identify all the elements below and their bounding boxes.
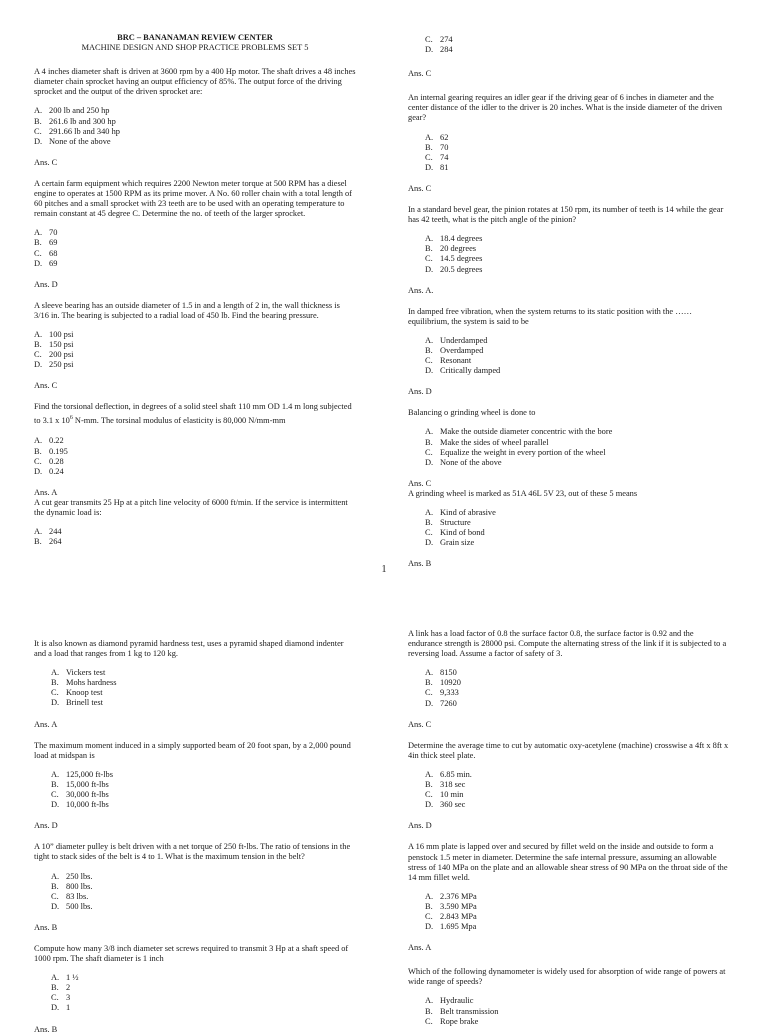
choice: A. 8150 xyxy=(425,668,457,678)
choice: D. 1 xyxy=(51,1003,71,1013)
choice: B. Structure xyxy=(425,518,471,528)
question-text: A sleeve bearing has an outside diameter of 1.5 in and a length of 2 in, the wall thickness is 3/16 in. The bearing is subjected to a radial load of 450 lb. Find the bearing pressure. xyxy=(34,300,340,320)
answer-text: Ans. B xyxy=(34,1024,58,1034)
question-text: Find the torsional deflection, in degrees of a solid steel shaft 110 mm OD 1.4 m long subjected to 3.1 x $10^6$ N-mm. The torsinal modulus of elasticity is 80,000 N/mm-mm xyxy=(34,402,352,425)
choice: A. 2.376 MPa xyxy=(425,891,477,901)
choice-list xyxy=(425,234,730,274)
choice: A. 125,000 ft-lbs xyxy=(51,769,113,779)
choice: A. 1 ½ xyxy=(51,973,79,983)
answer-text: Ans. A xyxy=(408,943,432,953)
answer-text: Ans. C xyxy=(408,69,432,79)
page-number: 1 xyxy=(381,564,387,575)
question-text: A 16 mm plate is lapped over and secured by fillet weld on the inside and outside to form a penstock 1.5 meter in diameter. Determine the safe internal pressure, assuming an allowable stress of 140 MPa on the plate and an allowable shear stress of 90 MPa on the throat side of the 14 mm fillet weld. xyxy=(408,842,728,882)
question-text: Compute how many 3/8 inch diameter set screws required to transmit 3 Hp at a shaft speed of 1000 rpm. The shaft diameter is 1 inch xyxy=(34,943,349,964)
question-text: Which of the following dynamometer is widely used for absorption of wide range of powers at wide range of speeds? xyxy=(408,967,726,987)
question-text: The maximum moment induced in a simply supported beam of 20 foot span, by a 2,000 pound load at midspan is xyxy=(34,740,351,760)
answer-text: Ans. B xyxy=(408,559,432,569)
question-text: A grinding wheel is marked as 51A 46L 5V 23, out of these 5 means xyxy=(408,488,638,498)
choice: B. 2 xyxy=(51,983,71,993)
answer-text: Ans. C xyxy=(408,183,432,193)
choice-list xyxy=(34,330,356,370)
answer-text: Ans. D xyxy=(34,821,58,831)
question-text: Determine the average time to cut by automatic oxy-acetylene (machine) crosswise a 4ft x 8ft x 4in thick steel plate. xyxy=(408,740,729,760)
choice: A. 0.22 xyxy=(34,436,64,446)
choice-list xyxy=(425,892,730,932)
question-text: Balancing o grinding wheel is done to xyxy=(408,408,536,418)
choice: A. Kind of abrasive xyxy=(425,508,496,517)
question-text: A 10” diameter pulley is belt driven with a net torque of 250 ft-lbs. The ratio of tensions in the tight to stack sides of the belt is 4 to 1. What is the maximum tension in the belt? xyxy=(34,842,351,862)
choice: B. 70 xyxy=(425,142,449,152)
choice: D. 20.5 degrees xyxy=(425,264,483,274)
choice: B. Make the sides of wheel parallel xyxy=(425,437,549,447)
answer-text: Ans. C xyxy=(408,719,432,729)
choice: C. Rope brake xyxy=(425,1016,479,1026)
answer-text: Ans. A xyxy=(34,719,58,729)
choice: C. 74 xyxy=(425,152,449,162)
choice: B. Belt transmission xyxy=(425,1006,499,1016)
question-text: A 4 inches diameter shaft is driven at 3600 rpm by a 400 Hp motor. The shaft drives a 48 inches diameter chain sprocket having an output efficiency of 85%. The output force of the driving sprocket and the output of the driven sprocket are: xyxy=(34,67,356,97)
choice-list xyxy=(51,770,356,810)
choice: A. Hydraulic xyxy=(425,996,474,1006)
choice: B. 261.6 lb and 300 hp xyxy=(34,116,116,126)
choice-list xyxy=(425,427,730,467)
choice: D. 10,000 ft-lbs xyxy=(51,800,109,810)
answer-text: Ans. D xyxy=(408,387,432,397)
choice-list xyxy=(425,336,730,376)
choice: D. 7260 xyxy=(425,698,457,708)
page-2 xyxy=(0,626,768,1034)
choice: B. 800 lbs. xyxy=(51,881,93,891)
choice-list xyxy=(34,527,356,547)
choice-list xyxy=(51,973,356,1013)
choice: C. 14.5 degrees xyxy=(425,254,483,264)
choice-list xyxy=(425,668,730,708)
choice: D. 81 xyxy=(425,162,449,172)
choice: D. Brinell test xyxy=(51,698,103,708)
choice: B. Mohs hardness xyxy=(51,678,117,688)
choice: A. Make the outside diameter concentric with the bore xyxy=(425,427,613,437)
answer-text: Ans. B xyxy=(34,922,58,932)
header-subtitle: MACHINE DESIGN AND SHOP PRACTICE PROBLEMS SET 5 xyxy=(81,43,309,53)
choice: C. Resonant xyxy=(425,356,472,366)
choice: B. 20 degrees xyxy=(425,244,477,254)
choice: C. 291.66 lb and 340 hp xyxy=(34,126,120,136)
choice-list xyxy=(425,35,730,55)
answer-text: Ans. D xyxy=(34,279,58,289)
answer-text: Ans. A. xyxy=(408,285,434,295)
choice: A. 62 xyxy=(425,132,449,142)
choice: D. 0.24 xyxy=(34,466,64,476)
choice: D. 69 xyxy=(34,258,58,268)
answer-text: Ans. C xyxy=(34,381,58,391)
choice: C. 0.28 xyxy=(34,456,64,466)
choice: A. 250 lbs. xyxy=(51,871,93,881)
choice: D. 360 sec xyxy=(425,800,466,810)
choice: A. 200 lb and 250 hp xyxy=(34,106,110,116)
page1-right-column xyxy=(408,35,730,569)
header-title: BRC – BANANAMAN REVIEW CENTER xyxy=(117,33,273,42)
choice: D. 250 psi xyxy=(34,360,74,370)
choice: A. 18.4 degrees xyxy=(425,234,483,244)
choice: C. 9,333 xyxy=(425,688,459,698)
document-header xyxy=(34,33,356,53)
answer-text: Ans. A xyxy=(34,487,58,497)
choice: B. 3.590 MPa xyxy=(425,901,477,911)
choice-list xyxy=(425,770,730,810)
choice: A. 244 xyxy=(34,527,62,537)
page2-right-column xyxy=(408,629,730,1027)
choice: B. 15,000 ft-lbs xyxy=(51,779,109,789)
choice: B. 10920 xyxy=(425,678,461,688)
choice: C. 68 xyxy=(34,248,58,258)
choice: C. 3 xyxy=(51,993,71,1003)
choice: B. Overdamped xyxy=(425,345,484,355)
choice-list xyxy=(51,668,356,708)
answer-text: Ans. C xyxy=(34,157,58,167)
question-text: A certain farm equipment which requires 2200 Newton meter torque at 500 RPM has a diesel engine to operates at 1500 RPM as its prime mover. A No. 60 roller chain with a total length of 60 pitches and a small sprocket with 23 teeth are to be used with an operating temperature to remain constant at 45 degree C. Determine the no. of teeth of the larger sprocket. xyxy=(34,178,352,219)
answer-text: Ans. C xyxy=(408,478,432,488)
choice: B. 150 psi xyxy=(34,340,74,350)
choice: C. 10 min xyxy=(425,790,464,800)
choice: B. 0.195 xyxy=(34,446,68,456)
choice: C. 83 lbs. xyxy=(51,891,89,901)
choice: D. None of the above xyxy=(425,457,502,467)
choice: D. 284 xyxy=(425,45,453,55)
choice: D. 1.695 Mpa xyxy=(425,922,477,932)
choice: D. None of the above xyxy=(34,136,111,146)
choice-list xyxy=(425,133,730,173)
choice: C. Equalize the weight in every portion of the wheel xyxy=(425,447,606,457)
answer-text: Ans. D xyxy=(408,821,432,831)
choice-list xyxy=(51,872,356,912)
choice: A. Underdamped xyxy=(425,335,488,345)
page1-left-column xyxy=(34,33,356,547)
choice-list xyxy=(425,508,730,548)
choice: D. Critically damped xyxy=(425,366,501,376)
choice: B. 264 xyxy=(34,537,62,547)
question-text: It is also known as diamond pyramid hardness test, uses a pyramid shaped diamond indenter and a load that ranges from 1 kg to 120 kg. xyxy=(34,639,344,659)
choice-list xyxy=(425,996,730,1026)
choice-list xyxy=(34,436,356,476)
choice: C. 30,000 ft-lbs xyxy=(51,790,109,800)
choice: C. 274 xyxy=(425,35,453,44)
choice: D. 500 lbs. xyxy=(51,901,93,911)
choice: C. 2.843 MPa xyxy=(425,911,477,921)
question-text: A link has a load factor of 0.8 the surface factor 0.8, the surface factor is 0.92 and the endurance strength is 28000 psi. Compute the alternating stress of the link if it is subjected to a reversing load. Assume a factor of safety of 3. xyxy=(408,629,727,659)
question-text: In a standard bevel gear, the pinion rotates at 150 rpm, its number of teeth is 14 while the gear has 42 teeth, what is the pitch angle of the pinion? xyxy=(408,205,724,225)
question-text: In damped free vibration, when the system returns to its static position with the …… equilibrium, the system is said to be xyxy=(408,306,692,326)
choice: A. 70 xyxy=(34,228,58,238)
choice: C. Knoop test xyxy=(51,688,103,698)
choice: D. Grain size xyxy=(425,538,475,548)
choice: A. 6.85 min. xyxy=(425,769,472,779)
choice: C. Kind of bond xyxy=(425,528,485,538)
question-text: A cut gear transmits 25 Hp at a pitch line velocity of 6000 ft/min. If the service is intermittent the dynamic load is: xyxy=(34,497,348,517)
page2-left-column xyxy=(34,639,356,1035)
choice-list xyxy=(34,228,356,268)
question-text: An internal gearing requires an idler gear if the driving gear of 6 inches in diameter and the center distance of the idler to the driver is 20 inches. What is the inside diameter of the driven gear? xyxy=(408,93,723,123)
choice: A. 100 psi xyxy=(34,329,74,339)
choice: B. 69 xyxy=(34,238,58,248)
choice-list xyxy=(34,106,356,146)
choice: A. Vickers test xyxy=(51,668,106,678)
choice: C. 200 psi xyxy=(34,350,74,360)
choice: B. 318 sec xyxy=(425,780,466,790)
